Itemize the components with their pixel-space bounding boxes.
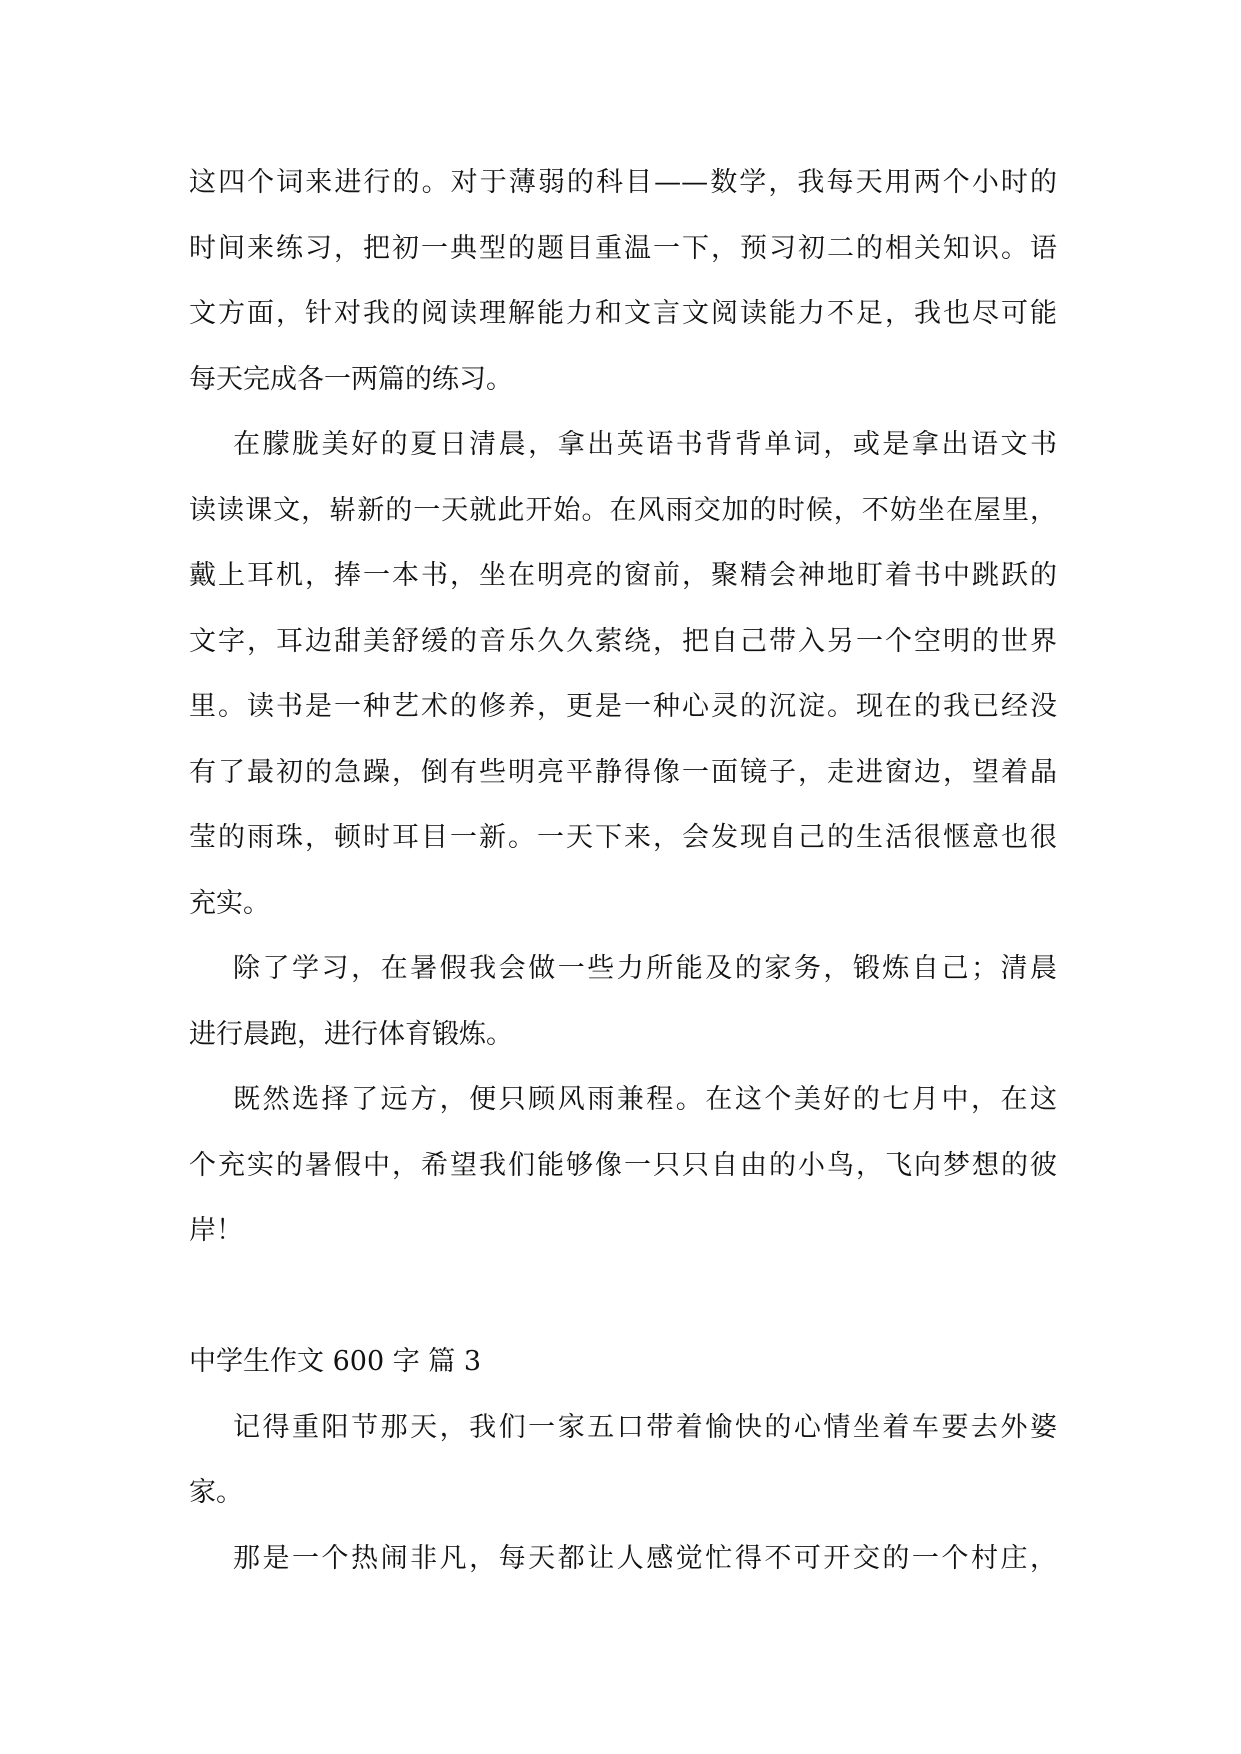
paragraph [189,936,1057,1067]
paragraph-line: 每天完成各一两篇的练习。 [189,363,513,395]
paragraph [189,1067,1057,1264]
paragraph-line: 文方面，针对我的阅读理解能力和文言文阅读能力不足，我也尽可能 [189,298,1057,329]
paragraph [189,412,1057,936]
paragraph [189,1526,1057,1592]
paragraph-line: 戴上耳机，捧一本书，坐在明亮的窗前，聚精会神地盯着书中跳跃的 [189,560,1057,591]
blank-line [189,1264,1057,1330]
section-heading: 中学生作文 600 字 篇 3 [189,1346,482,1377]
paragraph-line: 既然选择了远方，便只顾风雨兼程。在这个美好的七月中，在这 [233,1084,1057,1115]
paragraph-line: 这四个词来进行的。对于薄弱的科目——数学，我每天用两个小时的 [189,167,1057,198]
paragraph-line: 莹的雨珠，顿时耳目一新。一天下来，会发现自己的生活很惬意也很 [189,822,1057,853]
paragraph-line: 时间来练习，把初一典型的题目重温一下，预习初二的相关知识。语 [189,232,1057,264]
paragraph [189,1395,1057,1526]
paragraph-line: 家。 [189,1477,243,1508]
paragraph-line: 文字，耳边甜美舒缓的音乐久久萦绕，把自己带入另一个空明的世界 [189,625,1057,657]
paragraph-line: 在朦胧美好的夏日清晨，拿出英语书背背单词，或是拿出语文书 [233,429,1057,460]
paragraph-line: 读读课文，崭新的一天就此开始。在风雨交加的时候，不妨坐在屋里， [189,494,1057,526]
paragraph-line: 个充实的暑假中，希望我们能够像一只只自由的小鸟，飞向梦想的彼 [189,1149,1057,1181]
paragraph-line: 充实。 [189,887,270,919]
paragraph-line: 那是一个热闹非凡，每天都让人感觉忙得不可开交的一个村庄， [233,1542,1057,1574]
paragraph-line: 记得重阳节那天，我们一家五口带着愉快的心情坐着车要去外婆 [233,1411,1057,1443]
paragraph-line: 除了学习，在暑假我会做一些力所能及的家务，锻炼自己；清晨 [233,953,1057,984]
paragraph-line: 里。读书是一种艺术的修养，更是一种心灵的沉淀。现在的我已经没 [189,691,1057,722]
paragraph [189,150,1057,412]
paragraph-line: 有了最初的急躁，倒有些明亮平静得像一面镜子，走进窗边，望着晶 [189,756,1057,788]
paragraph-line: 岸！ [189,1215,243,1246]
paragraph-line: 进行晨跑，进行体育锻炼。 [189,1018,513,1050]
document-body [189,150,1057,1591]
